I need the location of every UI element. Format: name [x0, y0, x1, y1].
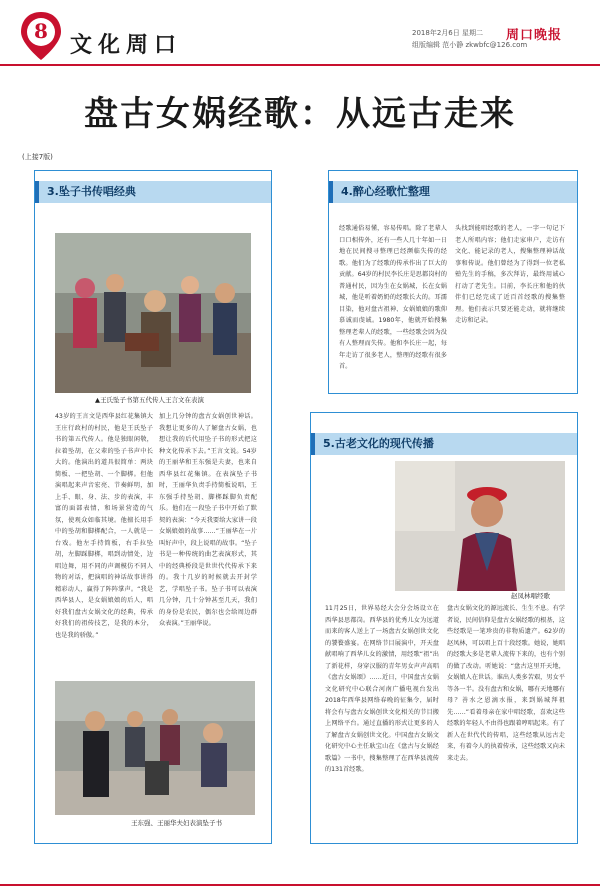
continued-note: (上接7版): [22, 153, 53, 161]
section-5-text-right: 盘古女娲文化的源远流长、生生不息。有学者说，民间信仰是盘古女娲经歌的根基，这些经歌是一笔珍贵的非物质遗产。62岁的赵凤林，可以唱上百十段经歌。她说，她唱的经歌大多是老辈人流传下来的，也有个别的做了改动。听她说：“盘古这里开天地，女娲娘人在世话。谁出人类多苦艰，男女平等各一半。没有盘古和女娲，哪有天地哪有母？善水之恩滴水报，来到娲城拜祖先……”看着母亲在家中唱经歌，喜欢这些经歌的年轻人不由得也跟着哼唱起来。有了新人在世代代的传唱，这些经歌从远古走来，有着今人的执着传承，这些经歌又向未来走去。: [447, 605, 565, 762]
section-4-text-left: 经歌通俗易懂，容易传唱。除了老辈人口口相传外，还有一些人几十年如一日地在民间搜寻整理已经濒临失传的经歌。他们为了经歌的传承作出了巨大的贡献。64岁的村民李长庄是思都岗村的普通村民，因为生在女娲城，长在女娲城，他是听着奶奶的经歌长大的。耳濡目染，他对盘古祖神、女娲娘娘的歌仰慕诚而虔诚。1980年，他就开始搜集整理老辈人的经歌，一些经歌会因为没有人整理而失传。他和李长庄一起，每年走访了很多老人，整理的经歌有很多首。: [339, 225, 447, 370]
section-4-box: [328, 170, 578, 394]
section-3-title: 3.坠子书传唱经典: [35, 181, 271, 203]
section-3-text-right: 加上几分钟的盘古女娲创世神话。我想让更多的人了解盘古女娲，也想让我的后代用坠子书的形式把这种文化传承下去。”王言文说。54岁的王丽华和王东强是夫妻，也来自西华县红花集镇。在表演坠子书时，王丽华负责手持简板说唱，王东强手持坠胡、脚梆踩脚负责配乐。他们在一段坠子书中开始了默契的表演：“今天我要给大家讲一段女娲娘娘的故事……”王丽华在一片叫好声中，段上说唱的故事。“坠子书是一种传统的曲艺表演形式，其中的经典桥段是世世代代传承下来的。我十几岁的时候就去开封学艺，学唱坠子书。坠子书可以表演几分钟，几十分钟甚至几天，我们的身份是农民，偶尔也会给周边群众表演。”王丽华说。: [159, 413, 257, 627]
page-number: 8: [34, 19, 48, 43]
section-4-title: 4.醉心经歌忙整理: [329, 181, 577, 203]
performer-photo: [55, 233, 251, 393]
section-3-bottom-caption: 王东强、王丽华夫妇表演坠子书: [131, 819, 222, 827]
section-3-photo-caption: ▲王氏坠子书第五代传人王言文在表演: [95, 396, 204, 404]
headline: 盘古女娲经歌：从远古走来: [84, 94, 516, 134]
section-3-text-left: 43岁的王言文是西华县红花集镇大王庄行政村的村民，他是王氏坠子书的第五代传人。他是独眼闲敬，拉着坠胡，在父辈的坠子书声中长大的。他演出的道具很简单：两块简板、一把坠胡、一个脚梆。但他演唱起来声音宏亮、节奏鲜明，加上手、眼、身、法、步的表演，丰富的面部表情，和场景营造的气氛，使观众如临其境。他擅长用手中的坠胡和脚梆配合，一人就是一台戏。他左手持简板，右手拉坠胡，左脚踩脚梆，唱到动情处，边唱边舞，用不同的声调模仿不同人物的对话，把演唱的神话故事讲得精彩动人，赢得了阵阵掌声。“我是西华县人，是女娲娘娘的后人，唱好我们盘古女娲文化的经典，传承好我们的祖传技艺，是我的本分，也是我的骄傲。”: [55, 413, 153, 639]
newspaper-logo: 周口晚报: [506, 28, 563, 43]
section-4-text-right: 头找到能唱经歌的老人，一字一句记下老人所唱内容；他们走家串户，走访有文化、能记录的老人，搜集整理神话故事和传说。他们曾经为了得到一位老私塾先生的手稿，多次拜访，最终用诚心打动了老先生。目前，李长庄和他的伙伴们已经完成了近百首经歌的搜集整理。他们表示只要还能走动，就将继续走访和记录。: [455, 225, 565, 324]
header-rule: [0, 64, 600, 66]
singer-photo: [395, 461, 565, 591]
section-5-text-left: 11月25日，世界易经大会分会场设立在西华县思都岗。西华县的优秀儿女为远道而来的客人送上了一场盘古女娲创世文化的饕餮盛宴。在网络节目展演中，开天盘献唱响了西华儿女的激情，用经歌“祖”出了新花样，身穿汉服的青年男女声声高唱《盘古女娲颂》……近日，中国盘古女娲文化研究中心联合河南广播电视台发出2018年西华县网络春晚的征集令，届时将会有与盘古女娲创世文化相关的节目搬上网络平台。通过直播的形式让更多的人了解盘古女娲创世文化。中国盘古女娲文化研究中心主任耿宝山在《盘古与女娲经歌篇》一书中，搜集整理了在西华县流传的131首经歌。: [325, 605, 439, 773]
page-number-badge: [18, 10, 64, 62]
section-5-box: [310, 412, 578, 844]
couple-photo: [55, 681, 255, 815]
section-5-photo-caption: 赵凤林唱经歌: [511, 592, 550, 600]
bottom-rule: [0, 884, 600, 886]
section-3-box: [34, 170, 272, 844]
section-name: 文化周口: [70, 32, 183, 58]
section-5-title: 5.古老文化的现代传播: [311, 433, 577, 455]
editor-line: 组版编辑 范小静 zkwbfc@126.com: [412, 41, 528, 49]
date-line: 2018年2月6日 星期二: [412, 29, 483, 37]
